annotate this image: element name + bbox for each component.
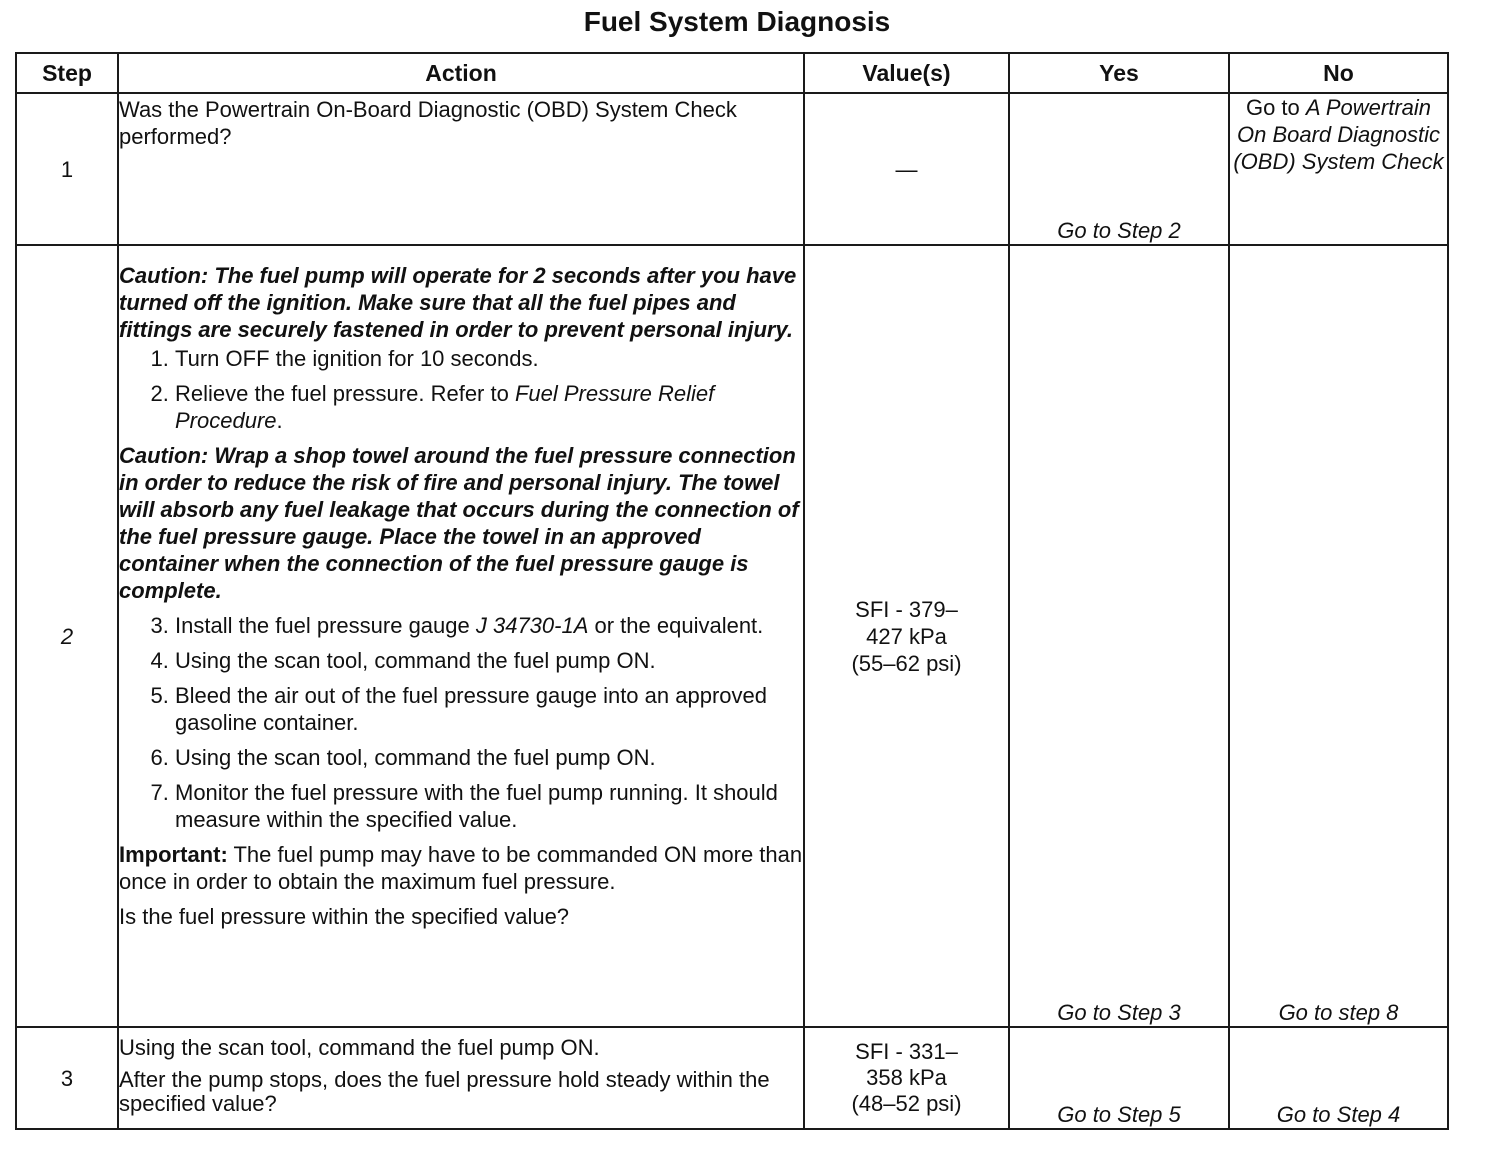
list-item: 1. Turn OFF the ignition for 10 seconds. — [175, 345, 803, 372]
action-cell — [118, 1027, 804, 1129]
list-item: 6. Using the scan tool, command the fuel pump ON. — [175, 744, 803, 771]
step-question: Is the fuel pressure within the specified value? — [119, 904, 570, 929]
action-cell — [118, 93, 804, 245]
procedure-list — [119, 612, 803, 833]
action-cell — [118, 245, 804, 1027]
list-item: 5. Bleed the air out of the fuel pressure gauge into an approved gasoline container. — [175, 682, 803, 736]
step-number: 2 — [16, 245, 118, 1027]
step-question: After the pump stops, does the fuel pressure hold steady within the specified value? — [119, 1067, 770, 1116]
no-link[interactable]: A Powertrain On Board Diagnostic (OBD) System Check — [1233, 95, 1444, 174]
no-prefix: Go to — [1245, 95, 1306, 120]
no-action — [1229, 93, 1448, 245]
no-action: Go to Step 4 — [1229, 1027, 1448, 1129]
list-item: 2. Relieve the fuel pressure. Refer to Fuel Pressure Relief Procedure. — [175, 380, 803, 434]
procedure-list — [119, 345, 803, 434]
caution-text: Caution: The fuel pump will operate for 2 seconds after you have turned off the ignition. Make sure that all the fuel pipes and fittings are securely fastened in order to prevent personal injury. — [119, 263, 797, 342]
step-number: 3 — [16, 1027, 118, 1129]
yes-action: Go to Step 5 — [1009, 1027, 1229, 1129]
table-row — [16, 93, 1448, 245]
value-cell: SFI - 379–427 kPa (55–62 psi) — [804, 245, 1009, 1027]
header-values: Value(s) — [804, 53, 1009, 93]
list-item: 3. Install the fuel pressure gauge J 34730-1A or the equivalent. — [175, 612, 803, 639]
header-yes: Yes — [1009, 53, 1229, 93]
header-action: Action — [118, 53, 804, 93]
no-action: Go to step 8 — [1229, 245, 1448, 1027]
header-no: No — [1229, 53, 1448, 93]
step-number: 1 — [16, 93, 118, 245]
table-header-row — [16, 53, 1448, 93]
header-step: Step — [16, 53, 118, 93]
list-item: 7. Monitor the fuel pressure with the fuel pump running. It should measure within the specified value. — [175, 779, 803, 833]
step-instruction: Using the scan tool, command the fuel pump ON. — [119, 1035, 600, 1060]
important-note: Important: The fuel pump may have to be commanded ON more than once in order to obtain the maximum fuel pressure. — [119, 842, 803, 894]
yes-action: Go to Step 2 — [1009, 93, 1229, 245]
yes-action: Go to Step 3 — [1009, 245, 1229, 1027]
important-label: Important: — [119, 842, 228, 867]
table-row — [16, 1027, 1448, 1129]
value-cell: SFI - 331–358 kPa (48–52 psi) — [804, 1027, 1009, 1129]
list-item: 4. Using the scan tool, command the fuel pump ON. — [175, 647, 803, 674]
tool-reference: J 34730-1A — [475, 613, 589, 638]
step-question: Was the Powertrain On-Board Diagnostic (OBD) System Check performed? — [119, 97, 737, 149]
table-row — [16, 245, 1448, 1027]
value-cell: — — [804, 93, 1009, 245]
page-title: Fuel System Diagnosis — [583, 6, 891, 37]
caution-text: Caution: Wrap a shop towel around the fuel pressure connection in order to reduce the risk of fire and personal injury. The towel will absorb any fuel leakage that occurs during the connection of the fuel pressure gauge. Place the towel in an approved container when the connection of the fuel pressure gauge is complete. — [119, 443, 799, 603]
diagnosis-table — [15, 52, 1449, 1130]
reference-link[interactable]: Fuel Pressure Relief Procedure — [175, 381, 715, 433]
